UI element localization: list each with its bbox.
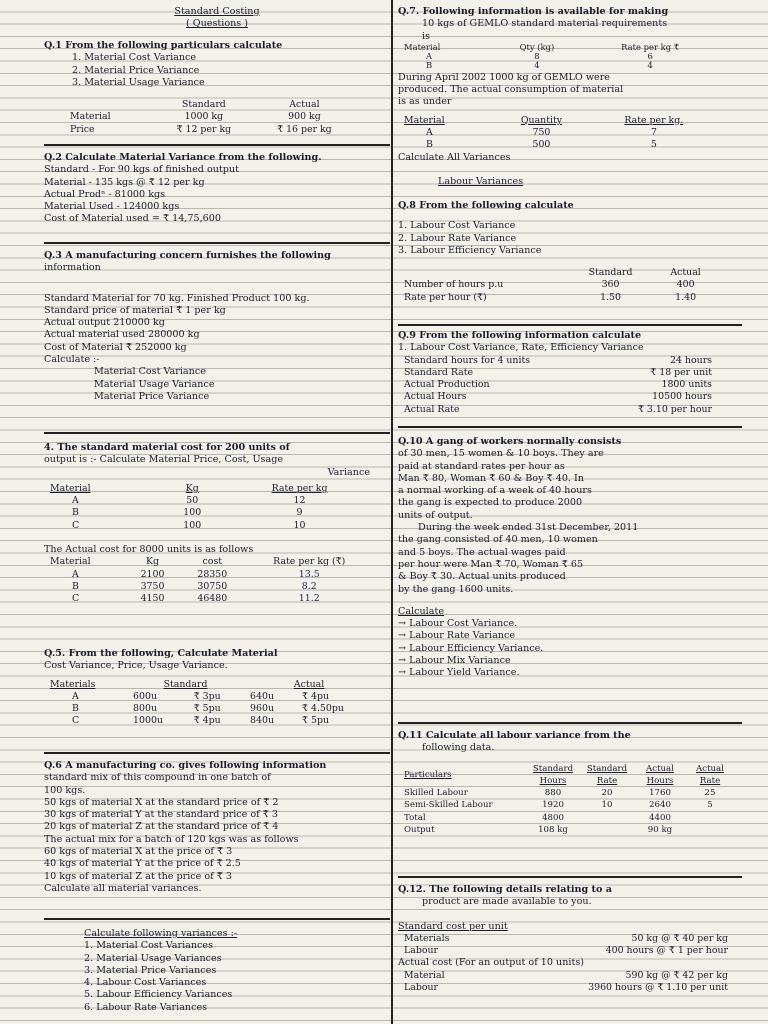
q6-line: 20 kgs of material Z at the standard price of ₹ 4 — [44, 821, 279, 833]
question-8 — [398, 200, 742, 326]
table-cell: 1.50 — [600, 291, 621, 303]
table-header: Kg — [146, 556, 160, 568]
table-header-row — [64, 99, 338, 111]
table-cell: 600u — [133, 690, 157, 702]
q1-item: 1. Material Cost Variance — [72, 52, 197, 64]
table-header: Standard Hours — [532, 763, 574, 786]
table-cell: ₹ 4pu — [302, 690, 329, 702]
table-cell: A — [426, 50, 433, 61]
table-header: Quantity — [520, 114, 563, 126]
q10-line: a normal working of a week of 40 hours — [398, 485, 592, 497]
table-row — [398, 279, 718, 291]
table-row — [44, 520, 374, 532]
table-cell — [686, 812, 734, 824]
title-line: Standard Costing — [174, 6, 260, 17]
q6-calc-item: 1. Material Cost Variances — [84, 940, 214, 952]
table-row — [64, 111, 338, 123]
table-cell: Output — [404, 825, 435, 836]
table-row — [398, 982, 734, 994]
q6-line: Calculate all material variances. — [44, 882, 202, 894]
question-7 — [398, 6, 742, 188]
q4-actual-table — [44, 556, 374, 605]
table-row — [398, 799, 734, 811]
table-cell — [580, 824, 634, 836]
table-cell: 4 — [647, 59, 653, 70]
table-cell: 13.5 — [298, 568, 320, 580]
table-cell: 5 — [650, 139, 657, 151]
table-header: Actual Hours — [646, 763, 674, 786]
table-cell: 6 — [647, 50, 653, 61]
table-cell: A — [72, 690, 79, 702]
table-header: Material — [50, 482, 91, 494]
table-cell: 4150 — [140, 593, 165, 605]
q8-item: 3. Labour Efficiency Variance — [398, 244, 542, 256]
table-header: Material — [404, 41, 441, 52]
left-column — [44, 0, 390, 1024]
q10-line: of 30 men, 15 women & 10 boys. They are — [398, 448, 604, 460]
table-cell: 12 — [293, 495, 306, 507]
q3-calc: Material Cost Variance — [94, 366, 206, 378]
table-cell: B — [426, 59, 433, 70]
q6-line: 10 kgs of material Z at the price of ₹ 3 — [44, 870, 233, 882]
table-header — [64, 99, 117, 111]
table-cell: 2100 — [140, 568, 165, 580]
table-cell: C — [72, 593, 80, 605]
q3-calc: Material Usage Variance — [94, 378, 215, 390]
table-cell: 8 — [534, 50, 540, 61]
table-row — [398, 52, 718, 61]
table-cell: ₹ 3.10 per hour — [637, 403, 712, 415]
q10-calc-item: → Labour Mix Variance — [398, 655, 511, 667]
table-cell: 11.2 — [298, 593, 320, 605]
q10-line: by the gang 1600 units. — [398, 583, 514, 595]
table-row — [44, 569, 374, 581]
q3-data: Standard Material for 70 kg. Finished Product 100 kg. — [44, 292, 310, 304]
q7-calc: Calculate All Variances — [398, 151, 511, 163]
table-cell: 5 — [707, 800, 713, 811]
table-cell: Material — [404, 969, 445, 981]
q10-line: paid at standard rates per hour as — [398, 460, 565, 472]
question-3 — [44, 250, 390, 434]
table-cell: ₹ 4.50pu — [302, 703, 344, 715]
table-cell: A — [426, 127, 433, 139]
table-cell: 840u — [250, 715, 274, 727]
q8-item: 2. Labour Rate Variance — [398, 232, 517, 244]
q12-std-table — [398, 933, 734, 958]
q7-line: 10 kgs of GEMLO standard material requirements — [422, 18, 668, 30]
q5-table — [44, 679, 374, 728]
table-cell: ₹ 3pu — [193, 690, 221, 702]
q6-line: 100 kgs. — [44, 784, 86, 796]
table-row — [44, 507, 374, 519]
q6-line: 60 kgs of material X at the price of ₹ 3 — [44, 846, 233, 858]
q2-line: Material - 135 kgs @ ₹ 12 per kg — [44, 176, 205, 188]
table-row — [398, 367, 718, 379]
subtitle-line: ( Questions ) — [185, 18, 249, 30]
table-header: Materials — [50, 678, 96, 690]
question-6 — [44, 760, 390, 920]
table-cell: 1760 — [649, 788, 671, 799]
table-header: Standard — [588, 267, 633, 279]
table-header-row — [398, 267, 718, 279]
table-header: Rate per kg. — [624, 114, 684, 126]
q10-calc-item: → Labour Yield Variance. — [398, 667, 520, 679]
table-cell: 3750 — [140, 580, 165, 592]
table-cell: Actual Hours — [404, 391, 467, 403]
q10-line: per hour were Man ₹ 70, Woman ₹ 65 — [398, 558, 584, 570]
q6-line: standard mix of this compound in one batch of — [44, 772, 271, 784]
table-cell: 8.2 — [301, 580, 317, 592]
table-cell: Price — [70, 123, 95, 135]
table-cell: B — [72, 703, 79, 715]
q12-act-table — [398, 970, 734, 995]
table-cell: Labour — [404, 982, 438, 994]
q12-std-title: Standard cost per unit — [398, 920, 508, 932]
q6-calc-list — [44, 928, 390, 1014]
table-cell: 7 — [650, 127, 657, 139]
q12-line: product are made available to you. — [422, 896, 592, 908]
q10-line: the gang is expected to produce 2000 — [398, 497, 583, 509]
table-row — [44, 495, 374, 507]
table-cell: 100 — [183, 507, 202, 519]
q5-heading: Q.5. From the following, Calculate Material — [44, 648, 278, 659]
table-header-row — [44, 556, 374, 568]
table-cell: ₹ 5pu — [193, 703, 221, 715]
q7-text: produced. The actual consumption of material — [398, 84, 624, 96]
table-cell: 4800 — [542, 812, 564, 823]
table-row — [44, 715, 374, 727]
q10-calc-item: → Labour Efficiency Variance. — [398, 642, 544, 654]
q10-line: the gang consisted of 40 men, 10 women — [398, 534, 598, 546]
table-row — [398, 933, 734, 945]
q9-line: 1. Labour Cost Variance, Rate, Efficiency Variance — [398, 342, 644, 354]
table-row — [398, 391, 718, 403]
table-row — [398, 970, 734, 982]
table-cell: 90 kg — [647, 825, 673, 836]
table-cell: B — [72, 580, 79, 592]
table-cell: 4 — [534, 59, 540, 70]
table-header: cost — [202, 556, 223, 568]
table-cell: C — [72, 519, 80, 531]
q7-standard-table — [398, 43, 718, 70]
table-cell: B — [72, 507, 79, 519]
table-cell: Standard hours for 4 units — [404, 354, 531, 366]
q4-standard-table — [44, 483, 374, 532]
table-cell: ₹ 12 per kg — [176, 123, 232, 135]
question-1 — [44, 40, 390, 146]
q1-item: 2. Material Price Variance — [72, 64, 200, 76]
q8-heading: Q.8 From the following calculate — [398, 200, 574, 211]
table-header: Rate per kg (₹) — [273, 556, 346, 568]
table-cell: 10 — [601, 800, 613, 811]
table-cell: 590 kg @ ₹ 42 per kg — [625, 969, 728, 981]
q9-heading: Q.9 From the following information calculate — [398, 330, 642, 341]
q6-line: The actual mix for a batch of 120 kgs was as follows — [44, 833, 299, 845]
q6-calc-item: 5. Labour Efficiency Variances — [84, 989, 233, 1001]
table-cell: ₹ 4pu — [193, 715, 221, 727]
table-cell: 10500 hours — [652, 391, 712, 403]
table-header: Particulars — [404, 769, 452, 780]
question-12 — [398, 884, 742, 994]
q6-heading: Q.6 A manufacturing co. gives following information — [44, 760, 327, 771]
column-divider — [391, 0, 393, 1024]
q1-item: 3. Material Usage Variance — [72, 76, 205, 88]
table-cell: 1000 kg — [184, 111, 224, 123]
question-10 — [398, 436, 742, 724]
table-header-row — [398, 763, 734, 788]
q1-table — [64, 99, 338, 136]
table-row — [398, 812, 734, 824]
q3-data: Calculate :- — [44, 354, 100, 366]
q7-actual-table — [398, 115, 718, 152]
q6-line: 30 kgs of material Y at the standard price of ₹ 3 — [44, 809, 279, 821]
table-header: Kg — [185, 482, 199, 494]
q11-heading: Q.11 Calculate all labour variance from the — [398, 730, 631, 741]
table-header: Rate per kg — [271, 482, 328, 494]
q8-item: 1. Labour Cost Variance — [398, 220, 516, 232]
q10-calc-title: Calculate — [398, 605, 445, 617]
table-cell: 900 kg — [288, 111, 321, 123]
table-row — [398, 355, 718, 367]
table-header: Standard — [181, 99, 226, 111]
table-row — [398, 61, 718, 70]
q2-line: Actual Prodⁿ - 81000 kgs — [44, 188, 166, 200]
q11-table — [398, 763, 734, 837]
table-cell: A — [72, 495, 79, 507]
table-cell: A — [72, 568, 79, 580]
table-row — [44, 593, 374, 605]
table-cell: Material — [70, 111, 111, 123]
q7-line: is — [422, 30, 430, 42]
table-header: Qty (kg) — [519, 41, 555, 52]
table-cell: 1920 — [542, 800, 564, 811]
table-cell: Actual Production — [404, 379, 490, 391]
q4-heading: 4. The standard material cost for 200 units of — [44, 442, 290, 453]
table-cell: 108 kg — [538, 825, 568, 836]
table-row — [398, 139, 718, 151]
table-row — [64, 124, 338, 136]
table-cell: ₹ 16 per kg — [277, 123, 332, 135]
table-row — [398, 945, 734, 957]
table-cell: 3960 hours @ ₹ 1.10 per unit — [588, 982, 728, 994]
table-cell — [686, 824, 734, 836]
q10-heading: Q.10 A gang of workers normally consists — [398, 436, 622, 447]
q10-line: Man ₹ 80, Woman ₹ 60 & Boy ₹ 40. In — [398, 472, 584, 484]
table-cell: ₹ 18 per unit — [650, 366, 712, 378]
table-cell: 400 — [676, 279, 695, 291]
q7-calc: Labour Variances — [438, 175, 524, 187]
table-header: Material — [404, 114, 445, 126]
question-2 — [44, 152, 390, 244]
q2-line: Standard - For 90 kgs of finished output — [44, 164, 239, 176]
q12-act-title: Actual cost (For an output of 10 units) — [398, 957, 585, 969]
question-9 — [398, 330, 742, 428]
q2-line: Cost of Material used = ₹ 14,75,600 — [44, 213, 221, 225]
table-header-row — [44, 483, 374, 495]
table-cell: 1000u — [133, 715, 163, 727]
q4-line: Variance — [327, 466, 370, 478]
q3-heading: Q.3 A manufacturing concern furnishes the following — [44, 250, 331, 261]
table-cell: 50 kg @ ₹ 40 per kg — [631, 932, 728, 944]
table-cell: Actual Rate — [404, 403, 460, 415]
q3-calc: Material Price Variance — [94, 390, 210, 402]
table-cell: 4400 — [649, 812, 671, 823]
table-cell: C — [72, 715, 80, 727]
table-cell: 750 — [532, 127, 551, 139]
table-header: Standard — [163, 678, 208, 690]
table-cell: 10 — [293, 519, 306, 531]
q11-line: following data. — [422, 742, 495, 754]
q6-line: 50 kgs of material X at the standard price of ₹ 2 — [44, 796, 279, 808]
table-cell: Skilled Labour — [404, 788, 468, 799]
table-cell: 500 — [532, 139, 551, 151]
table-row — [44, 703, 374, 715]
table-header: Standard Rate — [586, 763, 628, 786]
table-cell: Semi-Skilled Labour — [404, 800, 493, 811]
question-4 — [44, 442, 390, 606]
table-cell: 400 hours @ ₹ 1 per hour — [605, 945, 728, 957]
table-cell: Materials — [404, 932, 450, 944]
q10-line: and 5 boys. The actual wages paid — [398, 546, 566, 558]
table-header: Actual — [289, 99, 320, 111]
q8-table — [398, 267, 718, 304]
q6-calc-item: 6. Labour Rate Variances — [84, 1001, 208, 1013]
q3-data: Actual material used 280000 kg — [44, 329, 200, 341]
question-11 — [398, 730, 742, 878]
q10-line: During the week ended 31st December, 2011 — [418, 522, 639, 534]
table-cell — [580, 812, 634, 824]
q6-calc-item: 2. Material Usage Variances — [84, 952, 222, 964]
q4-line: output is :- Calculate Material Price, Cost, Usage — [44, 454, 284, 466]
table-header: Actual — [670, 267, 701, 279]
table-cell: 24 hours — [670, 354, 712, 366]
table-header-row — [398, 43, 718, 52]
q4-actual-line: The Actual cost for 8000 units is as follows — [44, 544, 254, 556]
table-cell: 28350 — [197, 568, 228, 580]
table-cell: 360 — [601, 279, 620, 291]
table-header: Rate per kg ₹ — [621, 41, 680, 52]
table-row — [398, 404, 718, 416]
table-cell: 880 — [544, 788, 562, 799]
q3-line: information — [44, 262, 101, 274]
q9-table — [398, 355, 718, 416]
q10-calc-item: → Labour Rate Variance — [398, 630, 516, 642]
q10-line: units of output. — [398, 509, 473, 521]
q6-calc-title: Calculate following variances :- — [84, 928, 238, 939]
table-row — [44, 691, 374, 703]
table-header-row — [398, 115, 718, 127]
table-header-row — [44, 679, 374, 691]
table-cell: Number of hours p.u — [404, 279, 504, 291]
q10-calc-item: → Labour Cost Variance. — [398, 618, 518, 630]
q5-line: Cost Variance, Price, Usage Variance. — [44, 660, 228, 672]
q1-heading: Q.1 From the following particulars calculate — [44, 40, 283, 51]
table-header: Material — [50, 556, 91, 568]
table-cell: 25 — [704, 788, 716, 799]
q3-data: Standard price of material ₹ 1 per kg — [44, 304, 226, 316]
table-header — [398, 267, 568, 279]
table-cell: Rate per hour (₹) — [404, 291, 487, 303]
table-cell: Total — [404, 812, 426, 823]
table-cell: 50 — [186, 495, 199, 507]
q6-line: 40 kgs of material Y at the price of ₹ 2.5 — [44, 858, 241, 870]
right-column — [398, 0, 742, 1024]
table-cell: 46480 — [197, 593, 228, 605]
table-cell: 1800 units — [661, 379, 712, 391]
q3-data: Actual output 210000 kg — [44, 317, 165, 329]
table-cell: 100 — [183, 519, 202, 531]
table-cell: B — [426, 139, 433, 151]
table-cell: 640u — [250, 690, 274, 702]
q7-text: is as under — [398, 96, 452, 108]
table-header: Actual — [293, 678, 325, 690]
table-cell: Labour — [404, 945, 438, 957]
table-cell: 960u — [250, 703, 274, 715]
q2-heading: Q.2 Calculate Material Variance from the following. — [44, 152, 322, 163]
table-row — [398, 292, 718, 304]
q12-heading: Q.12. The following details relating to a — [398, 884, 612, 895]
table-row — [398, 127, 718, 139]
table-cell: 1.40 — [675, 291, 697, 303]
q7-heading: Q.7. Following information is available for making — [398, 6, 669, 17]
table-cell: 9 — [296, 507, 303, 519]
q2-line: Material Used - 124000 kgs — [44, 201, 180, 213]
table-cell: 30750 — [197, 580, 228, 592]
table-cell: 2640 — [649, 800, 671, 811]
q3-data: Cost of Material ₹ 252000 kg — [44, 341, 187, 353]
question-5 — [44, 648, 390, 754]
q7-text: During April 2002 1000 kg of GEMLO were — [398, 71, 610, 83]
table-header: Actual Rate — [696, 763, 724, 786]
table-cell: ₹ 5pu — [302, 715, 329, 727]
page-title — [44, 6, 390, 31]
table-row — [398, 787, 734, 799]
q6-calc-item: 4. Labour Cost Variances — [84, 977, 207, 989]
q10-line: & Boy ₹ 30. Actual units produced — [398, 571, 566, 583]
table-row — [398, 379, 718, 391]
table-row — [44, 581, 374, 593]
table-row — [398, 824, 734, 836]
table-cell: 800u — [133, 703, 157, 715]
table-cell: 20 — [601, 788, 613, 799]
table-cell: Standard Rate — [404, 366, 474, 378]
q6-calc-item: 3. Material Price Variances — [84, 964, 217, 976]
